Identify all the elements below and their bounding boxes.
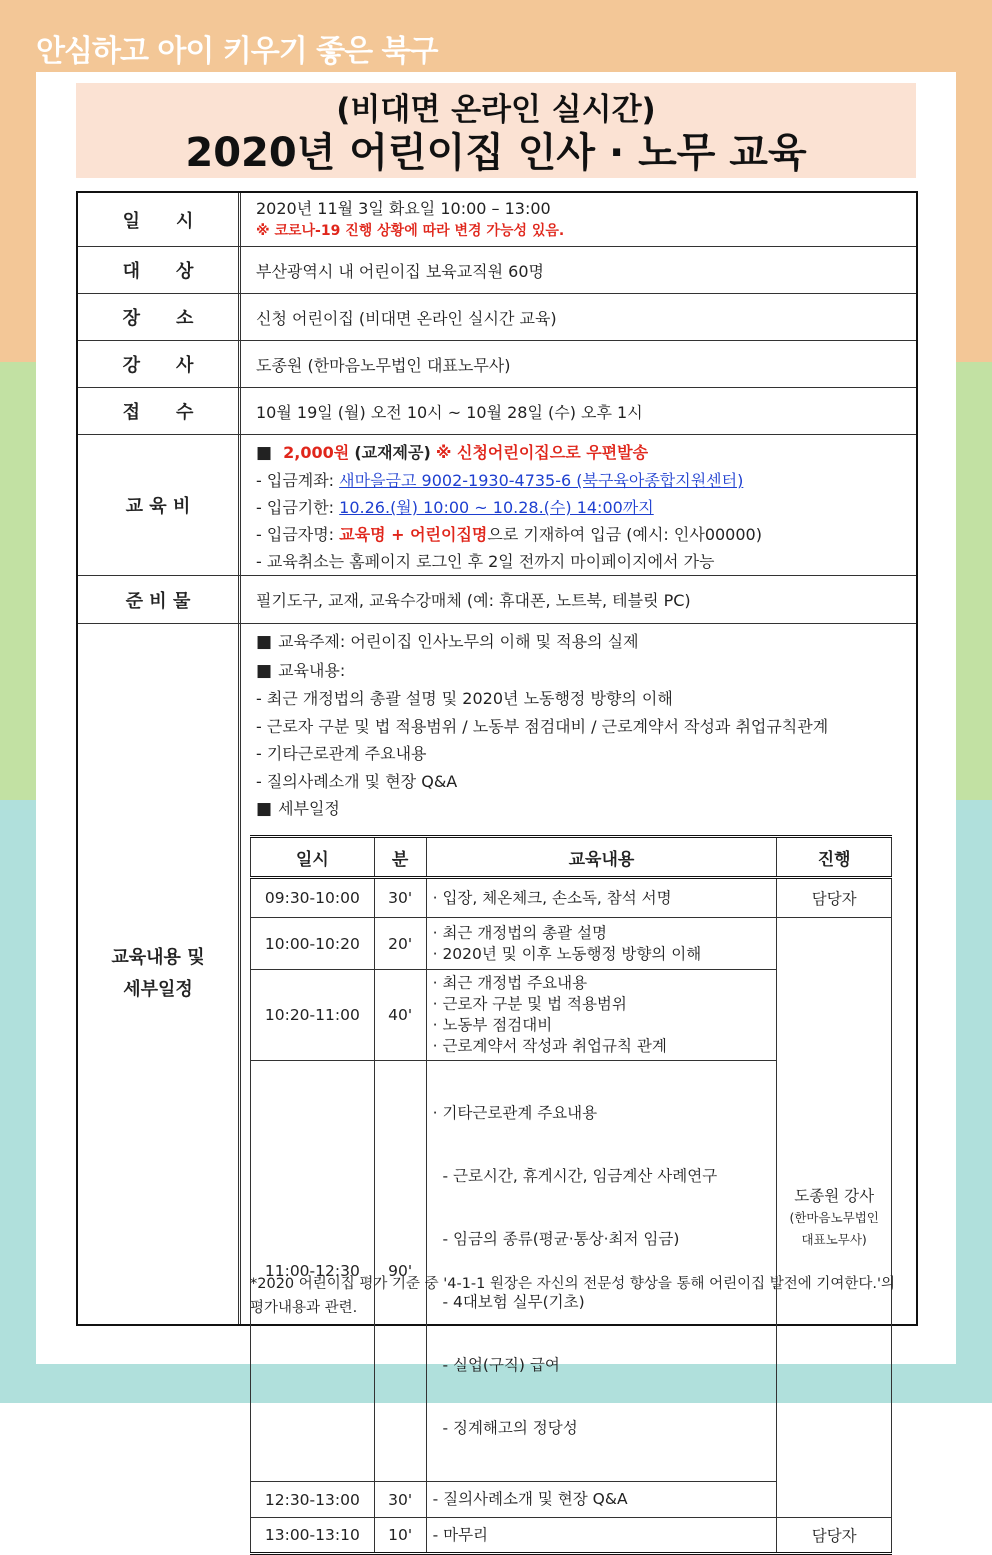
document-page bbox=[36, 72, 956, 1545]
schedule-time: 11:00-12:30 bbox=[251, 1061, 375, 1482]
schedule-row bbox=[251, 1518, 892, 1554]
title-box bbox=[76, 83, 916, 178]
label-materials: 준 비 물 bbox=[78, 576, 241, 623]
schedule-line: - 징계해고의 정당성 bbox=[432, 1419, 578, 1437]
schedule-line: · 입장, 체온체크, 손소독, 참석 서명 bbox=[432, 888, 672, 907]
fee-account-label: - 입금계좌: bbox=[256, 471, 340, 490]
slogan: 안심하고 아이 키우기 좋은 북구 bbox=[36, 34, 438, 69]
schedule-header: 진행 bbox=[777, 837, 892, 878]
row-date bbox=[78, 193, 916, 247]
target-value: 부산광역시 내 어린이집 보육교직원 60명 bbox=[256, 262, 544, 281]
schedule-header: 일시 bbox=[251, 837, 375, 878]
reception-value: 10월 19일 (월) 오전 10시 ~ 10월 28일 (수) 오후 1시 bbox=[256, 403, 643, 422]
schedule-staff: 담당자 bbox=[777, 1518, 892, 1554]
row-lecturer bbox=[78, 341, 916, 388]
schedule-header-row bbox=[251, 837, 892, 878]
content-heading bbox=[256, 657, 908, 686]
content-item: - 근로자 구분 및 법 적용범위 / 노동부 점검대비 / 근로계약서 작성과 취업규칙관계 bbox=[256, 716, 829, 736]
label-content bbox=[78, 624, 241, 1324]
fee-account-line bbox=[256, 467, 908, 494]
schedule-content bbox=[426, 970, 777, 1061]
label-place: 장 소 bbox=[78, 294, 241, 340]
schedule-line: - 임금의 종류(평균·통상·최저 임금) bbox=[432, 1230, 680, 1248]
fee-depositor-example: 으로 기재하여 입금 (예시: 인사00000) bbox=[487, 525, 762, 544]
schedule-line: - 근로시간, 휴게시간, 임금계산 사례연구 bbox=[432, 1167, 718, 1185]
label-date: 일 시 bbox=[78, 193, 241, 246]
schedule-line: · 최근 개정법의 총괄 설명 bbox=[432, 923, 607, 942]
schedule-content bbox=[426, 1518, 777, 1554]
schedule-line: · 노동부 점검대비 bbox=[432, 1016, 553, 1034]
schedule-content bbox=[426, 918, 777, 970]
schedule-line: · 근로자 구분 및 법 적용범위 bbox=[432, 995, 627, 1013]
row-reception bbox=[78, 388, 916, 435]
schedule-minutes: 30' bbox=[374, 1482, 426, 1518]
schedule-lecturer-org: (한마음노무법인 bbox=[789, 1209, 879, 1225]
schedule-time: 10:20-11:00 bbox=[251, 970, 375, 1061]
schedule-line: - 4대보험 실무(기초) bbox=[432, 1293, 585, 1311]
schedule-minutes: 20' bbox=[374, 918, 426, 970]
schedule-row bbox=[251, 878, 892, 918]
schedule-heading-text: 세부일정 bbox=[278, 799, 340, 818]
schedule-lecturer bbox=[777, 918, 892, 1518]
schedule-lecturer-title: 대표노무사) bbox=[801, 1231, 867, 1247]
date-note: ※ 코로나-19 진행 상황에 따라 변경 가능성 있음. bbox=[256, 223, 565, 239]
schedule-minutes: 10' bbox=[374, 1518, 426, 1554]
schedule-minutes: 40' bbox=[374, 970, 426, 1061]
schedule-line: - 마무리 bbox=[432, 1525, 489, 1544]
schedule-line: - 질의사례소개 및 현장 Q&A bbox=[432, 1490, 628, 1508]
bullet-square-icon: ■ bbox=[256, 632, 273, 652]
bullet-square-icon: ■ bbox=[256, 443, 273, 463]
content-topic-text: 교육주제: 어린이집 인사노무의 이해 및 적용의 실제 bbox=[278, 632, 639, 651]
fee-account[interactable]: 새마을금고 9002-1930-4735-6 (북구육아종합지원센터) bbox=[339, 471, 744, 490]
row-target bbox=[78, 247, 916, 294]
schedule-line: · 기타근로관계 주요내용 bbox=[432, 1104, 598, 1122]
fee-mail-note: ※ 신청어린이집으로 우편발송 bbox=[435, 443, 649, 462]
schedule-line: - 실업(구직) 급여 bbox=[432, 1356, 560, 1374]
place-value: 신청 어린이집 (비대면 온라인 실시간 교육) bbox=[256, 309, 557, 328]
schedule-time: 09:30-10:00 bbox=[251, 878, 375, 918]
title-subtitle: (비대면 온라인 실시간) bbox=[336, 92, 656, 128]
label-lecturer: 강 사 bbox=[78, 341, 241, 387]
row-place bbox=[78, 294, 916, 341]
fee-cancel: - 교육취소는 홈페이지 로그인 후 2일 전까지 마이페이지에서 가능 bbox=[256, 552, 715, 571]
page-title: 2020년 어린이집 인사 · 노무 교육 bbox=[185, 130, 807, 176]
schedule-staff: 담당자 bbox=[777, 878, 892, 918]
footnote: *2020 어린이집 평가 기준 중 '4-1-1 원장은 자신의 전문성 향상을 통해 어린이집 발전에 기여한다.'의 평가내용과 관련. bbox=[250, 1276, 896, 1316]
info-table bbox=[76, 191, 918, 1545]
fee-price-line bbox=[256, 439, 908, 467]
schedule-time: 13:00-13:10 bbox=[251, 1518, 375, 1554]
schedule-header: 분 bbox=[374, 837, 426, 878]
label-content-line2: 세부일정 bbox=[123, 979, 193, 1000]
date-value: 2020년 11월 3일 화요일 10:00 – 13:00 bbox=[256, 199, 551, 218]
content-topic bbox=[256, 628, 908, 657]
row-materials bbox=[78, 576, 916, 624]
fee-price-note: (교재제공) bbox=[354, 443, 431, 462]
bullet-square-icon: ■ bbox=[256, 660, 273, 681]
fee-depositor-line bbox=[256, 521, 908, 548]
fee-deadline-label: - 입금기한: bbox=[256, 498, 340, 517]
schedule-table bbox=[250, 835, 892, 1555]
schedule-time: 10:00-10:20 bbox=[251, 918, 375, 970]
schedule-lecturer-name: 도종원 강사 bbox=[794, 1186, 875, 1205]
bullet-square-icon: ■ bbox=[256, 799, 273, 819]
row-content bbox=[78, 624, 916, 1545]
content-item: - 기타근로관계 주요내용 bbox=[256, 744, 427, 763]
schedule-header: 교육내용 bbox=[426, 837, 777, 878]
schedule-line: · 근로계약서 작성과 취업규칙 관계 bbox=[432, 1037, 667, 1055]
fee-depositor-label: - 입금자명: bbox=[256, 525, 340, 544]
lecturer-value: 도종원 (한마음노무법인 대표노무사) bbox=[256, 356, 511, 375]
label-content-line1: 교육내용 및 bbox=[111, 947, 205, 968]
content-item: - 질의사례소개 및 현장 Q&A bbox=[256, 771, 458, 791]
schedule-content bbox=[426, 1061, 777, 1482]
fee-price: 2,000원 bbox=[283, 443, 350, 462]
schedule-row bbox=[251, 918, 892, 970]
schedule-time: 12:30-13:00 bbox=[251, 1482, 375, 1518]
schedule-minutes: 90' bbox=[374, 1061, 426, 1482]
row-fee bbox=[78, 435, 916, 576]
label-reception: 접 수 bbox=[78, 388, 241, 434]
content-item: - 최근 개정법의 총괄 설명 및 2020년 노동행정 방향의 이해 bbox=[256, 689, 673, 708]
schedule-minutes: 30' bbox=[374, 878, 426, 918]
content-heading-text: 교육내용: bbox=[278, 660, 346, 680]
schedule-line: · 2020년 및 이후 노동행정 방향의 이해 bbox=[432, 944, 702, 963]
label-fee: 교 육 비 bbox=[78, 435, 241, 575]
schedule-content bbox=[426, 1482, 777, 1518]
schedule-line: · 최근 개정법 주요내용 bbox=[432, 974, 588, 992]
materials-value: 필기도구, 교재, 교육수강매체 (예: 휴대폰, 노트북, 테블릿 PC) bbox=[256, 591, 691, 610]
label-target: 대 상 bbox=[78, 247, 241, 293]
fee-depositor-name: 교육명 + 어린이집명 bbox=[339, 525, 488, 544]
schedule-heading bbox=[256, 795, 908, 824]
fee-deadline-line bbox=[256, 494, 908, 521]
schedule-content bbox=[426, 878, 777, 918]
fee-deadline[interactable]: 10.26.(월) 10:00 ~ 10.28.(수) 14:00까지 bbox=[339, 498, 654, 517]
